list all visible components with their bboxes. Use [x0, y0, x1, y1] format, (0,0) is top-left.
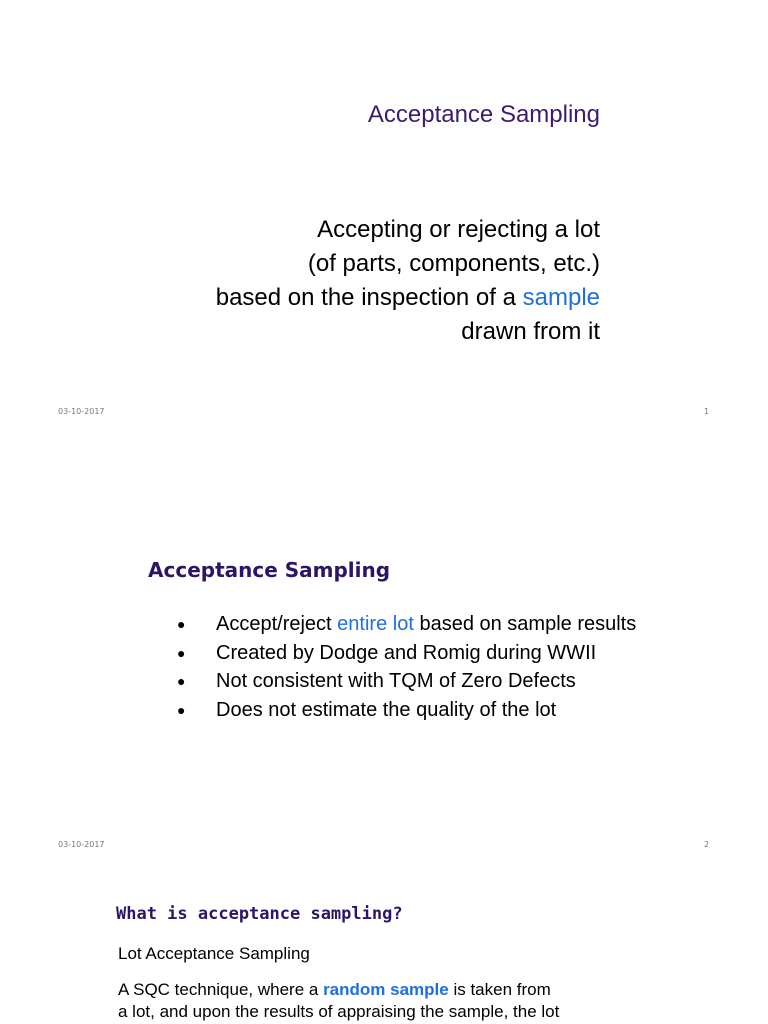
list-item: [177, 696, 636, 725]
bullet-icon: ●: [177, 644, 186, 661]
slide-1-title: Acceptance Sampling: [367, 101, 600, 128]
list-item: [177, 610, 636, 639]
bullet-icon: ●: [177, 673, 186, 689]
slide-1-body: [216, 213, 600, 349]
slide-1-line-2: (of parts, components, etc.): [307, 250, 600, 277]
slide-1-line-3-text: based on the inspection of a: [215, 284, 523, 311]
random-sample-highlight: random sample: [323, 980, 449, 999]
slide-1-line-3: [216, 281, 600, 315]
slide-3-title: What is acceptance sampling?: [116, 904, 403, 924]
slide-3-line-1-pre: A SQC technique, where a: [118, 980, 324, 999]
slide-2-title: Acceptance Sampling: [148, 558, 391, 582]
slide-3-paragraph: [118, 979, 638, 1023]
bullet-icon: ●: [177, 616, 186, 632]
bullet-text: Does not estimate the quality of the lot: [216, 698, 557, 721]
page-number: 1: [704, 407, 710, 416]
footer-date: 03-10-2017: [58, 407, 105, 416]
entire-lot-highlight: entire lot: [337, 613, 414, 635]
page-number: 2: [704, 840, 710, 849]
slide-3-line-1-post: is taken from: [448, 980, 551, 999]
footer-date: 03-10-2017: [58, 840, 105, 849]
slide-1-line-1: Accepting or rejecting a lot: [317, 216, 600, 243]
slide-3-line-1: [118, 979, 638, 1001]
bullet-text: Not consistent with TQM of Zero Defects: [216, 670, 576, 692]
list-item: [177, 639, 636, 668]
slide-3-subtitle: Lot Acceptance Sampling: [118, 944, 310, 963]
bullet-text: [216, 610, 636, 639]
bullet-text-post: based on sample results: [413, 613, 637, 635]
slide-1: [0, 0, 768, 433]
bullet-icon: ●: [177, 701, 186, 718]
slide-1-line-4: drawn from it: [461, 318, 600, 345]
bullet-text-pre: Accept/reject: [216, 613, 338, 635]
bullet-list: [177, 610, 636, 724]
sample-highlight: sample: [522, 284, 600, 311]
bullet-text: Created by Dodge and Romig during WWII: [216, 641, 597, 664]
slide-2: [0, 433, 768, 866]
slide-3: [0, 866, 768, 1024]
slide-3-line-2: a lot, and upon the results of appraising the sample, the lot: [118, 1002, 560, 1021]
list-item: [177, 667, 636, 696]
